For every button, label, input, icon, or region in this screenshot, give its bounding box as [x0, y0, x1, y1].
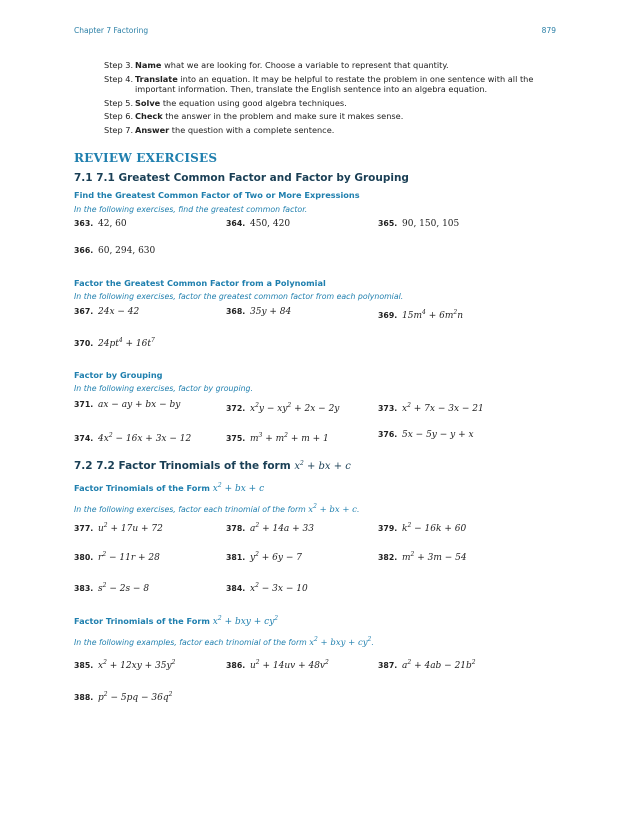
problem-solving-steps	[104, 60, 564, 138]
exercise-365: 365. 90, 150, 105	[378, 219, 460, 229]
exercise-367: 367. 24x − 42	[74, 307, 140, 317]
review-exercises-title: REVIEW EXERCISES	[74, 151, 218, 165]
subsection-grouping-instructions: In the following exercises, factor by grouping.	[74, 384, 253, 393]
exercise-368: 368. 35y + 84	[226, 307, 292, 317]
page-number: 879	[541, 26, 556, 35]
exercise-378: 378. $a^2 + 14a + 33$	[226, 522, 314, 534]
exercise-363: 363. 42, 60	[74, 219, 127, 229]
step-3: Step 3. Name what we are looking for. Choose a variable to represent that quantity.	[104, 60, 449, 70]
subsection-trinomial-c-instructions: In the following exercises, factor each trinomial of the form $x^2$ + bx + c.	[74, 503, 360, 515]
exercise-386: 386. $u^2 + 14uv + 48v^2$	[226, 659, 329, 671]
step-5: Step 5. Solve the equation using good algebra techniques.	[104, 97, 347, 108]
subsection-trinomial-bxy-title: Factor Trinomials of the Form $x^2$ + bxy + $cy^2$	[74, 615, 279, 627]
exercise-382: 382. $m^2 + 3m - 54$	[378, 551, 467, 563]
chapter-header: Chapter 7 Factoring	[74, 26, 149, 35]
exercise-380: 380. $r^2 - 11r + 28$	[74, 551, 160, 563]
exercise-369: 369. $15m^4 + 6m^2n$	[378, 309, 463, 321]
exercise-385: 385. $x^2 + 12xy + 35y^2$	[74, 659, 176, 671]
subsection-gcf-instructions: In the following exercises, find the greatest common factor.	[74, 205, 308, 214]
exercise-381: 381. $y^2 + 6y - 7$	[226, 551, 302, 563]
exercise-387: 387. $a^2 + 4ab - 21b^2$	[378, 659, 476, 671]
exercise-372: 372. $x^2y - xy^2 + 2x - 2y$	[226, 402, 340, 414]
exercise-373: 373. $x^2 + 7x - 3x - 21$	[378, 402, 484, 414]
subsection-trinomial-bxy-instructions: In the following examples, factor each trinomial of the form $x^2$ + bxy + $cy^2$.	[74, 636, 374, 648]
exercise-384: 384. $x^2 - 3x - 10$	[226, 582, 308, 594]
exercise-375: 375. $m^3 + m^2 + m + 1$	[226, 432, 329, 444]
exercise-366: 366. 60, 294, 630	[74, 246, 156, 256]
step-6: Step 6. Check the answer in the problem and make sure it makes sense.	[104, 111, 404, 121]
section-7-1-title: 7.1 7.1 Greatest Common Factor and Factor by Grouping	[74, 172, 409, 184]
exercise-379: 379. $k^2 - 16k + 60$	[378, 522, 467, 534]
exercise-370: 370. $24pt^4 + 16t^7$	[74, 337, 155, 349]
subsection-factor-gcf-instructions: In the following exercises, factor the greatest common factor from each polynomial.	[74, 292, 404, 301]
step-7: Step 7. Answer the question with a complete sentence.	[104, 124, 335, 135]
subsection-trinomial-c-title: Factor Trinomials of the Form $x^2$ + bx + c	[74, 482, 265, 494]
subsection-gcf-title: Find the Greatest Common Factor of Two or More Expressions	[74, 190, 360, 200]
subsection-grouping-title: Factor by Grouping	[74, 370, 163, 380]
exercise-383: 383. $s^2 - 2s - 8$	[74, 582, 150, 594]
exercise-377: 377. $u^2 + 17u + 72$	[74, 522, 163, 534]
exercise-374: 374. $4x^2 - 16x + 3x - 12$	[74, 432, 192, 444]
subsection-factor-gcf-title: Factor the Greatest Common Factor from a Polynomial	[74, 278, 326, 288]
section-7-2-title: 7.2 7.2 Factor Trinomials of the form $x^2$ + bx + c	[74, 460, 351, 472]
exercise-388: 388. $p^2 - 5pq - 36q^2$	[74, 691, 173, 703]
step-4: Step 4. Translate into an equation. It may be helpful to restate the problem in one sentence with all the important information. Then, translate the English sentence into an algebra equation.	[104, 73, 534, 94]
exercise-371: 371. ax − ay + bx − by	[74, 400, 181, 410]
exercise-364: 364. 450, 420	[226, 219, 291, 229]
exercise-376: 376. 5x − 5y − y + x	[378, 430, 474, 440]
